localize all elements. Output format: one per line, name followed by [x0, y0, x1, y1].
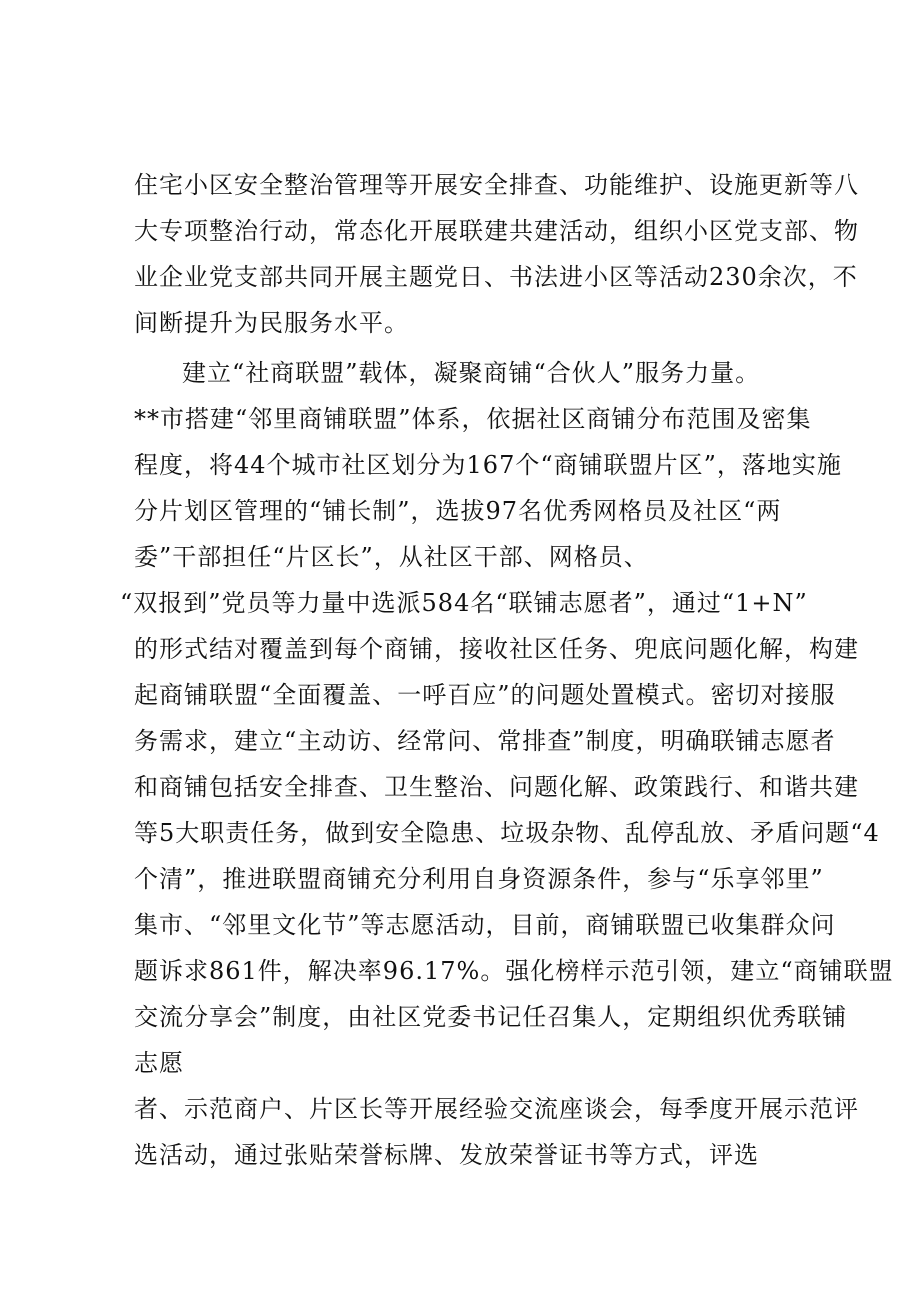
text-line: 交流分享会”制度，由社区党委书记任召集人，定期组织优秀联铺: [134, 1003, 848, 1031]
text-line: **市搭建“邻里商铺联盟”体系，依据社区商铺分布范围及密集: [134, 405, 812, 433]
text-line: 间断提升为民服务水平。: [134, 309, 409, 337]
text-line: 起商铺联盟“全面覆盖、一呼百应”的问题处置模式。密切对接服: [134, 681, 836, 709]
text-line: 务需求，建立“主动访、经常问、常排查”制度，明确联铺志愿者: [134, 727, 836, 755]
text-line: 等5大职责任务，做到安全隐患、垃圾杂物、乱停乱放、矛盾问题“4: [134, 819, 880, 847]
text-line: 个清”，推进联盟商铺充分利用自身资源条件，参与“乐享邻里”: [134, 865, 824, 893]
text-line: 选活动，通过张贴荣誉标牌、发放荣誉证书等方式，评选: [134, 1141, 759, 1169]
text-line: 和商铺包括安全排查、卫生整治、问题化解、政策践行、和谐共建: [134, 773, 859, 801]
text-line: 的形式结对覆盖到每个商铺，接收社区任务、兜底问题化解，构建: [134, 635, 859, 663]
text-line: 分片划区管理的“铺长制”，选拔97名优秀网格员及社区“两: [134, 497, 782, 525]
text-line: 住宅小区安全整治管理等开展安全排查、功能维护、设施更新等八: [134, 171, 859, 199]
text-line: 程度，将44个城市社区划分为167个“商铺联盟片区”，落地实施: [134, 451, 842, 479]
text-line: “双报到”党员等力量中选派584名“联铺志愿者”，通过“1+N”: [120, 589, 808, 617]
text-line: 集市、“邻里文化节”等志愿活动，目前，商铺联盟已收集群众问: [134, 911, 836, 939]
text-line: 大专项整治行动，常态化开展联建共建活动，组织小区党支部、物: [134, 217, 859, 245]
text-line: 题诉求861件，解决率96.17%。强化榜样示范引领，建立“商铺联盟: [134, 957, 894, 985]
text-line: 委”干部担任“片区长”，从社区干部、网格员、: [134, 543, 649, 571]
paragraph-heading: 建立“社商联盟”载体，凝聚商铺“合伙人”服务力量。: [182, 359, 761, 387]
text-line: 者、示范商户、片区长等开展经验交流座谈会，每季度开展示范评: [134, 1095, 859, 1123]
text-line: 业企业党支部共同开展主题党日、书法进小区等活动230余次，不: [134, 263, 858, 291]
text-line: 志愿: [134, 1049, 184, 1077]
